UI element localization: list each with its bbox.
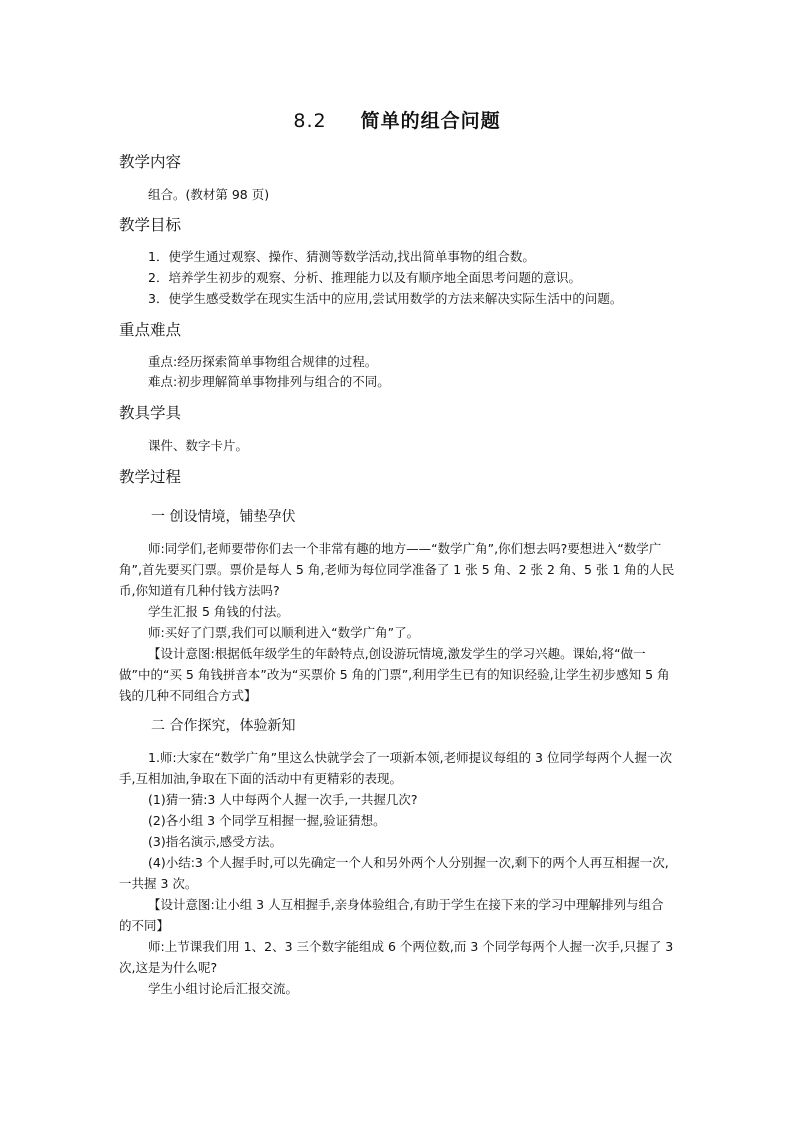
heading-goals: 教学目标 (119, 216, 182, 234)
content-text: 组合。(教材第 98 页) (148, 187, 270, 202)
part2-step: (2)各小组 3 个同学互相握一握,验证猜想。 (148, 813, 386, 828)
goal-item: 1．使学生通过观察、操作、猜测等数学活动,找出简单事物的组合数。 (148, 249, 535, 264)
part2-step: (4)小结:3 个人握手时,可以先确定一个人和另外两个人分别握一次,剩下的两个人再互相握一次,一共握 3 次。 (119, 855, 669, 891)
part2-paragraph: 学生小组讨论后汇报交流。 (148, 981, 299, 996)
part2-step: (1)猜一猜:3 人中每两个人握一次手,一共握几次? (148, 792, 418, 807)
title-text: 简单的组合问题 (360, 110, 501, 132)
part1-heading: 一 创设情境，铺垫孕伏 (151, 509, 296, 525)
part2-paragraph: 师:上节课我们用 1、2、3 三个数字能组成 6 个两位数,而 3 个同学每两个人握一次手,只握了 3 次,这是为什么呢? (119, 939, 674, 975)
page-title (0, 106, 794, 133)
part2-step: (3)指名演示,感受方法。 (148, 834, 283, 849)
heading-tools: 教具学具 (119, 404, 182, 422)
goal-item: 2．培养学生初步的观察、分析、推理能力以及有顺序地全面思考问题的意识。 (148, 270, 581, 285)
heading-key-points: 重点难点 (119, 321, 182, 339)
heading-content: 教学内容 (119, 153, 182, 171)
design-intent-note: 【设计意图:让小组 3 人互相握手,亲身体验组合,有助于学生在接下来的学习中理解排列与组合的不同】 (119, 897, 664, 933)
difficulty-text: 难点:初步理解简单事物排列与组合的不同。 (148, 374, 390, 389)
heading-process: 教学过程 (119, 468, 182, 486)
part1-paragraph: 学生汇报 5 角钱的付法。 (148, 604, 289, 619)
tools-text: 课件、数字卡片。 (148, 438, 249, 453)
part1-paragraph: 师:同学们,老师要带你们去一个非常有趣的地方——“数学广角”,你们想去吗?要想进入“数学广角”,首先要买门票。票价是每人 5 角,老师为每位同学准备了 1 张 5 角、2 张 2 角、5 张 1 角的人民币,你知道有几种付钱方法吗? (119, 541, 675, 598)
key-point-text: 重点:经历探索简单事物组合规律的过程。 (148, 354, 378, 369)
part2-heading: 二 合作探究，体验新知 (151, 718, 296, 734)
section-number: 8.2 (293, 110, 327, 132)
part2-paragraph: 1.师:大家在“数学广角”里这么快就学会了一项新本领,老师提议每组的 3 位同学每两个人握一次手,互相加油,争取在下面的活动中有更精彩的表现。 (119, 750, 672, 786)
design-intent-note: 【设计意图:根据低年级学生的年龄特点,创设游玩情境,激发学生的学习兴趣。课始,将“做一做”中的“买 5 角钱拼音本”改为“买票价 5 角的门票”,利用学生已有的知识经验,让学生初步感知 5 角钱的几种不同组合方式】 (119, 646, 670, 703)
goal-item: 3．使学生感受数学在现实生活中的应用,尝试用数学的方法来解决实际生活中的问题。 (148, 291, 623, 306)
part1-paragraph: 师:买好了门票,我们可以顺利进入“数学广角”了。 (148, 625, 420, 640)
